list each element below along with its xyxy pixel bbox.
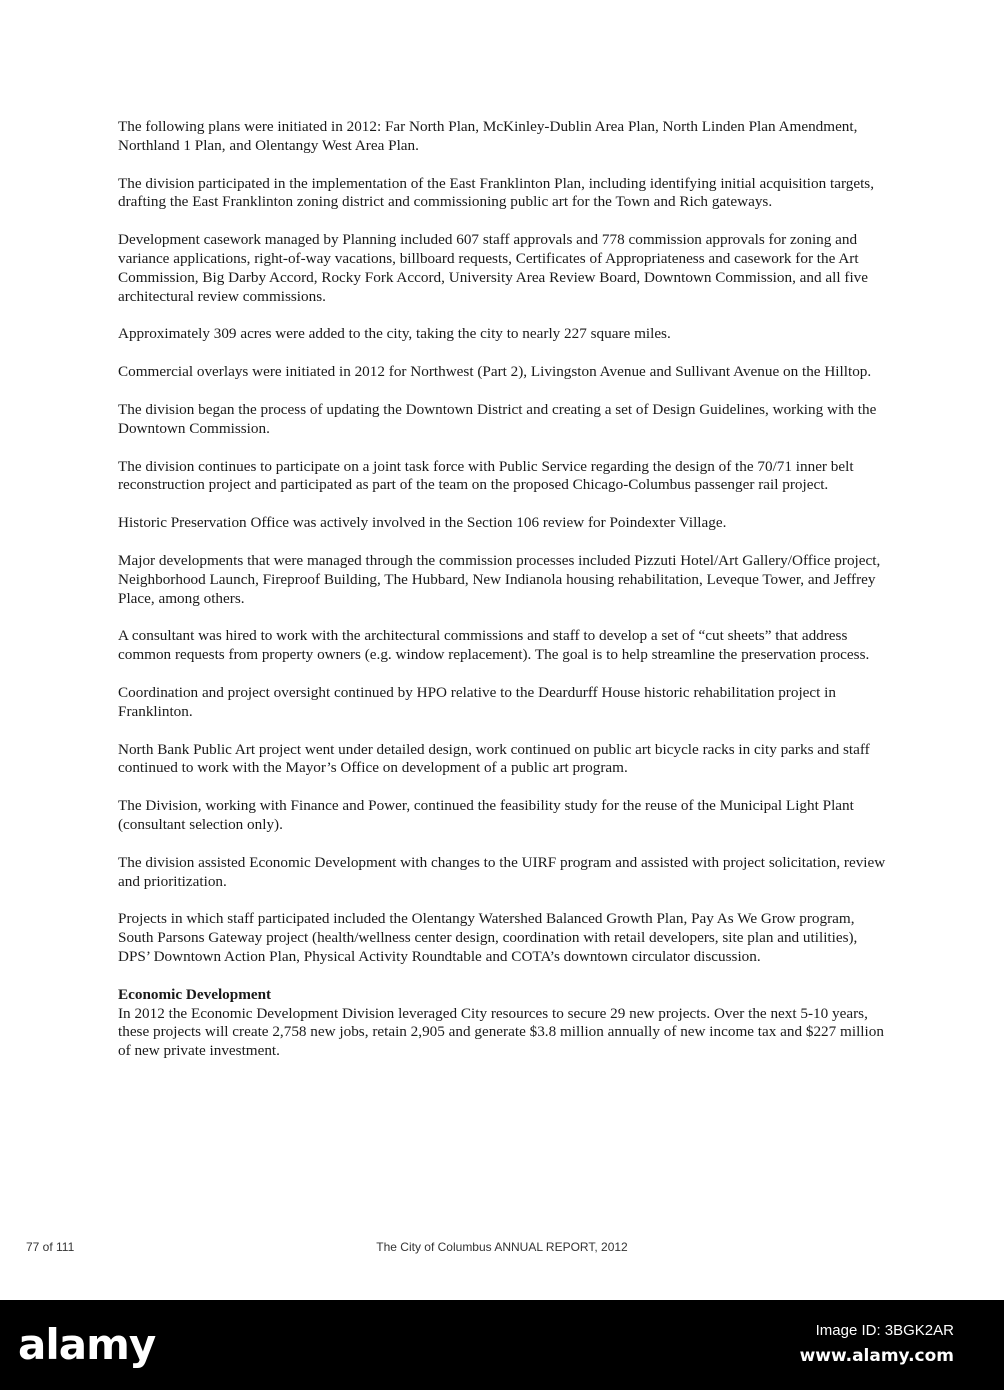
paragraph-north-bank-art: North Bank Public Art project went under detailed design, work continued on public art bicycle racks in city parks and staff continued to work with the Mayor’s Office on development of a public art program.	[118, 740, 870, 777]
paragraph-staff-projects: Projects in which staff participated included the Olentangy Watershed Balanced Growth Plan, Pay As We Grow program, South Parsons Gateway project (health/wellness center design, coordination with retail developers, site plan and utilities), DPS’ Downtown Action Plan, Physical Activity Roundtable and COTA’s downtown circulator discussion.	[118, 910, 858, 965]
paragraph-acres-added: Approximately 309 acres were added to the city, taking the city to nearly 227 square miles.	[118, 325, 671, 343]
page-footer	[0, 1240, 1004, 1258]
watermark-url: www.alamy.com	[799, 1346, 954, 1366]
paragraph-light-plant: The Division, working with Finance and Power, continued the feasibility study for the reuse of the Municipal Light Plant (consultant selection only).	[118, 797, 854, 833]
paragraph-downtown-district: The division began the process of updating the Downtown District and creating a set of Design Guidelines, working with the Downtown Commission.	[118, 400, 877, 437]
section-body: In 2012 the Economic Development Division leveraged City resources to secure 29 new projects. Over the next 5-10 years, these projects will create 2,758 new jobs, retain 2,905 and generate $3.8 million annually of new income tax and $227 million of new private investment.	[118, 1004, 884, 1060]
paragraph-consultant: A consultant was hired to work with the architectural commissions and staff to develop a set of “cut sheets” that address common requests from property owners (e.g. window replacement). The goal is to help streamline the preservation process.	[118, 627, 870, 664]
paragraph-task-force: The division continues to participate on a joint task force with Public Service regarding the design of the 70/71 inner belt reconstruction project and participated as part of the team on the proposed Chicago-Columbus passenger rail project.	[118, 457, 854, 494]
paragraph-east-franklinton: The division participated in the implementation of the East Franklinton Plan, including identifying initial acquisition targets, drafting the East Franklinton zoning district and commissioning public art for the Town and Rich gateways.	[118, 174, 875, 211]
watermark-bar	[0, 1300, 1004, 1390]
paragraph-major-developments: Major developments that were managed through the commission processes included Pizzuti Hotel/Art Gallery/Office project, Neighborhood Launch, Fireproof Building, The Hubbard, New Indianola housing rehabilitation, Leveque Tower, and Jeffrey Place, among others.	[118, 551, 881, 607]
paragraph-uirf: The division assisted Economic Development with changes to the UIRF program and assisted with project solicitation, review and prioritization.	[118, 853, 886, 890]
section-heading: Economic Development	[118, 985, 272, 1003]
report-title: The City of Columbus ANNUAL REPORT, 2012	[376, 1240, 628, 1254]
page-content	[118, 118, 890, 1080]
paragraph-commercial-overlays: Commercial overlays were initiated in 2012 for Northwest (Part 2), Livingston Avenue and Sullivant Avenue on the Hilltop.	[118, 363, 872, 381]
paragraph-plans-initiated: The following plans were initiated in 2012: Far North Plan, McKinley-Dublin Area Plan, North Linden Plan Amendment, Northland 1 Plan, and Olentangy West Area Plan.	[118, 118, 858, 154]
page-number: 77 of 111	[26, 1240, 75, 1254]
paragraph-hpo-oversight: Coordination and project oversight continued by HPO relative to the Deardurff House historic rehabilitation project in Franklinton.	[118, 683, 836, 720]
paragraph-development-casework: Development casework managed by Planning included 607 staff approvals and 778 commission approvals for zoning and variance applications, right-of-way vacations, billboard requests, Certificates of Appropriateness and casework for the Art Commission, Big Darby Accord, Rocky Fork Accord, University Area Review Board, Downtown Commission, and all five architectural review commissions.	[118, 231, 868, 305]
alamy-logo: alamy	[18, 1320, 156, 1369]
paragraph-historic-preservation: Historic Preservation Office was actively involved in the Section 106 review for Poindexter Village.	[118, 514, 727, 532]
image-id: Image ID: 3BGK2AR	[815, 1322, 954, 1339]
